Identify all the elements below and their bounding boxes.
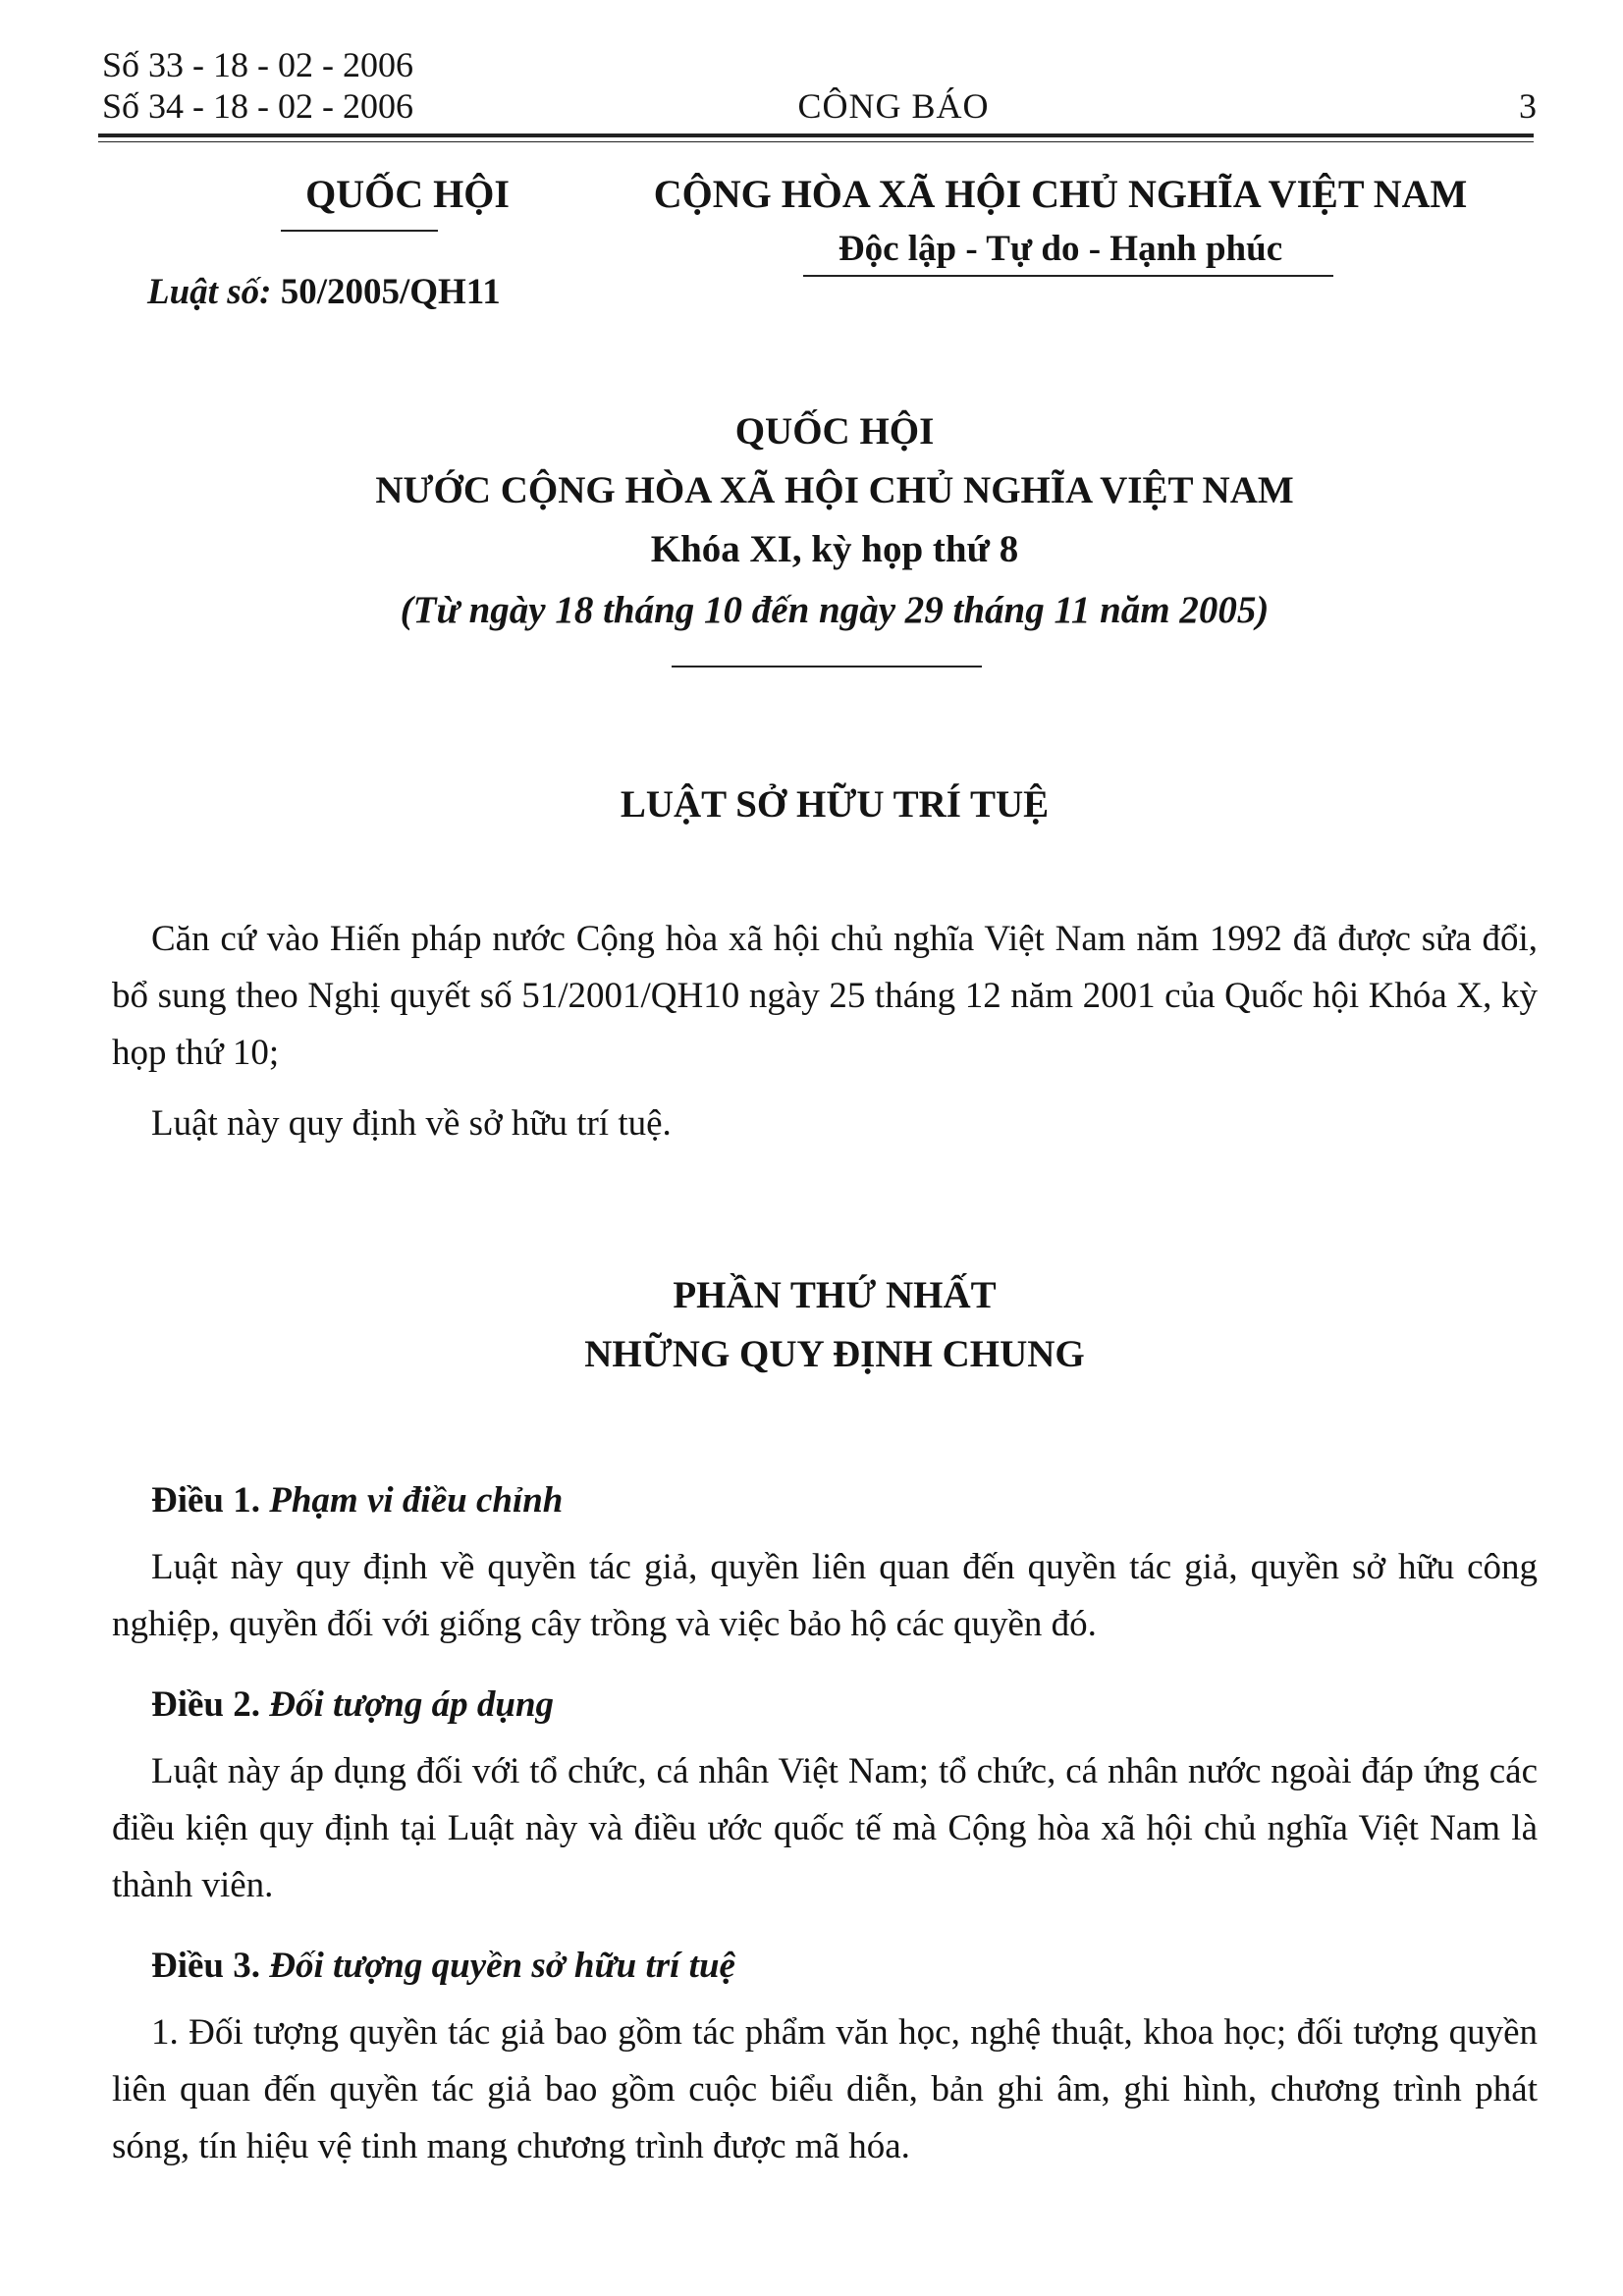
article-label: Điều 1. [151,1480,260,1521]
session-org: QUỐC HỘI [734,410,935,453]
article-2-text: Luật này áp dụng đối với tổ chức, cá nhân Việt Nam; tổ chức, cá nhân nước ngoài đáp ứng các điều kiện quy định tại Luật này và điều ước quốc tế mà Cộng hòa xã hội chủ nghĩa Việt Nam là thành viên. [112,1751,1538,1905]
issue-number-2: Số 34 - 18 - 02 - 2006 [102,86,413,126]
header-rule-thin [98,141,1534,142]
article-1-text: Luật này quy định về quyền tác giả, quyền liên quan đến quyền tác giả, quyền sở hữu công nghiệp, quyền đối với giống cây trồng và việc bảo hộ các quyền đó. [112,1547,1538,1644]
publication-name: CÔNG BÁO [797,86,990,126]
issuer-org: QUỐC HỘI [305,172,510,216]
session-dates: (Từ ngày 18 tháng 10 đến ngày 29 tháng 11 năm 2005) [400,589,1270,631]
session-term: Khóa XI, kỳ họp thứ 8 [650,528,1019,570]
article-1-heading [151,1476,563,1525]
issue-number-1: Số 33 - 18 - 02 - 2006 [102,45,413,84]
article-label: Điều 2. [151,1684,260,1725]
preamble-scope: Luật này quy định về sở hữu trí tuệ. [151,1103,672,1144]
page-number: 3 [1519,86,1537,126]
session-separator [672,666,982,667]
law-title: LUẬT SỞ HỮU TRÍ TUỆ [620,783,1050,826]
session-republic: NƯỚC CỘNG HÒA XÃ HỘI CHỦ NGHĨA VIỆT NAM [375,469,1294,511]
article-3-text: 1. Đối tượng quyền tác giả bao gồm tác phẩm văn học, nghệ thuật, khoa học; đối tượng quyền liên quan đến quyền tác giả bao gồm cuộc biểu diễn, bản ghi âm, ghi hình, chương trình phát sóng, tín hiệu vệ tinh mang chương trình được mã hóa. [112,2012,1538,2166]
article-2-heading [151,1681,554,1730]
issuer-underline [281,230,438,232]
republic-name: CỘNG HÒA XÃ HỘI CHỦ NGHĨA VIỆT NAM [653,172,1468,216]
preamble-basis: Căn cứ vào Hiến pháp nước Cộng hòa xã hội chủ nghĩa Việt Nam năm 1992 đã được sửa đổi, bổ sung theo Nghị quyết số 51/2001/QH10 ngày 25 tháng 12 năm 2001 của Quốc hội Khóa X, kỳ họp thứ 10; [112,919,1538,1073]
article-title: Đối tượng áp dụng [269,1684,555,1725]
part-subtitle: NHỮNG QUY ĐỊNH CHUNG [584,1333,1085,1375]
article-label: Điều 3. [151,1946,260,1986]
article-3-heading [151,1942,735,1991]
header-rule-thick [98,133,1534,137]
law-number-label: Luật số: [147,272,272,312]
motto-underline [803,275,1333,277]
national-motto: Độc lập - Tự do - Hạnh phúc [838,229,1283,269]
article-title: Phạm vi điều chỉnh [269,1480,564,1521]
part-title: PHẦN THỨ NHẤT [673,1274,997,1316]
law-number: 50/2005/QH11 [280,272,501,312]
law-number-line [147,271,501,314]
article-title: Đối tượng quyền sở hữu trí tuệ [269,1946,735,1986]
